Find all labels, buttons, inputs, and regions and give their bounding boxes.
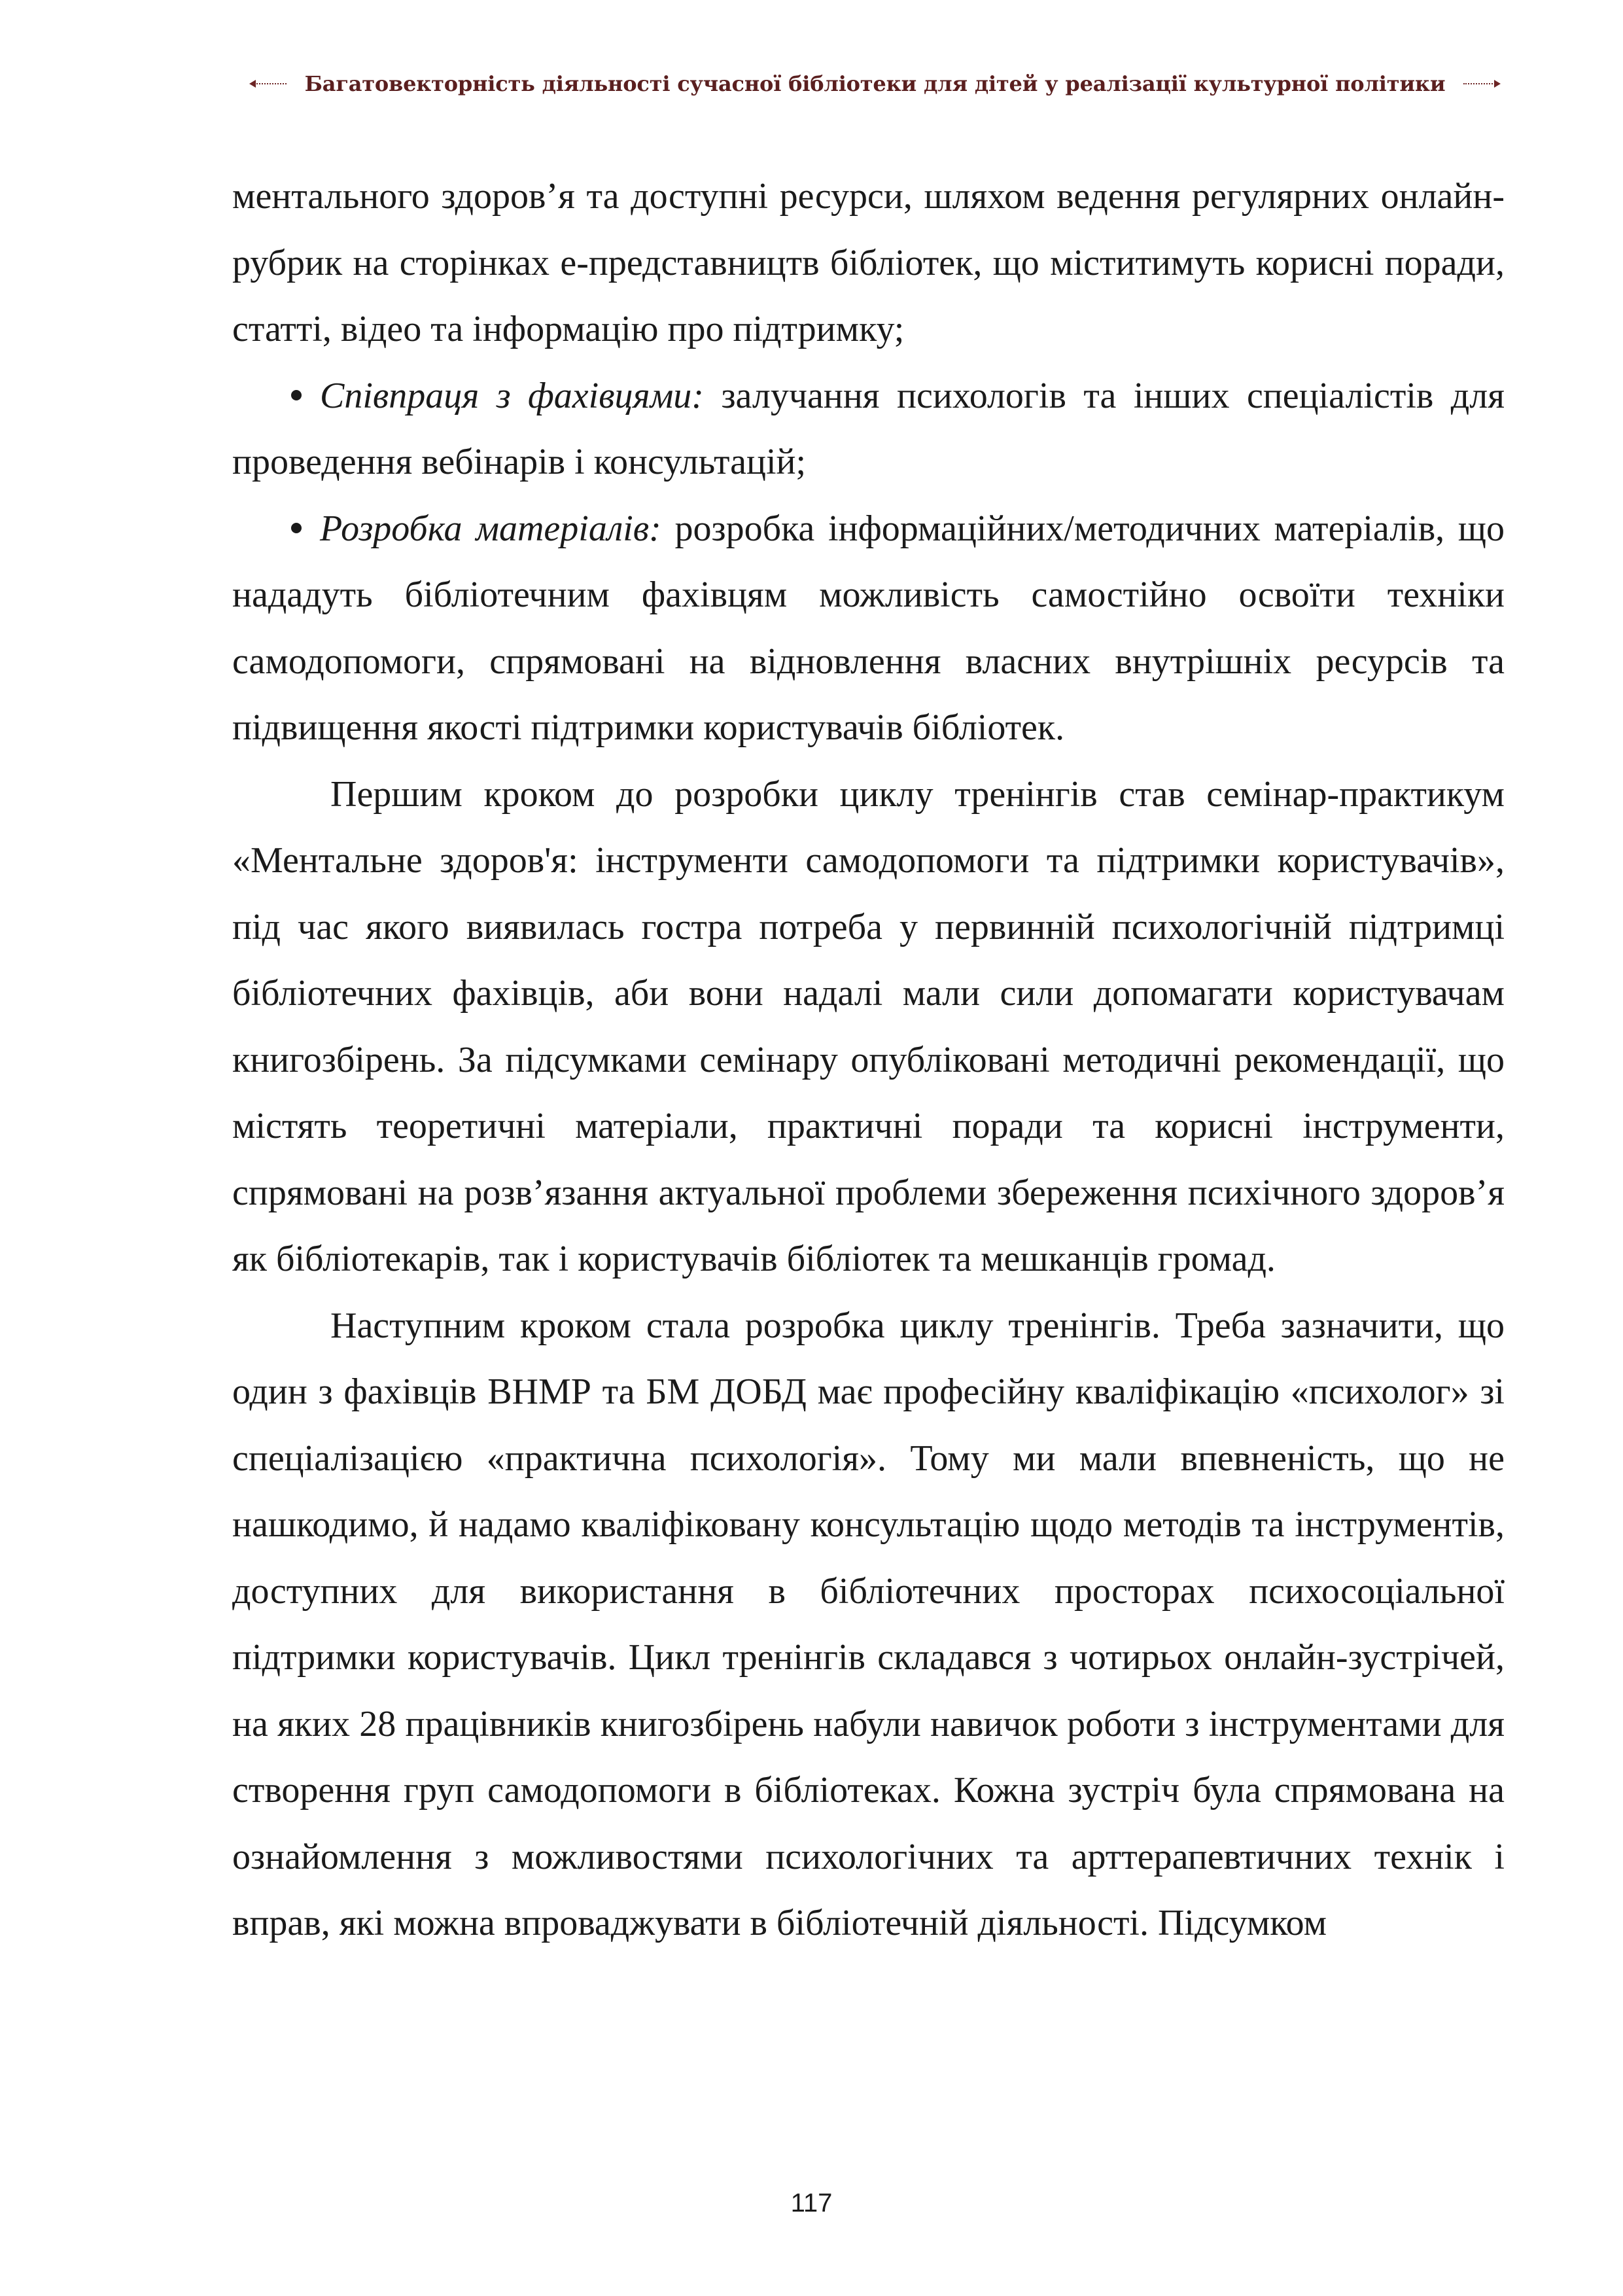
paragraph-seminar: Першим кроком до розробки циклу тренінгів став семінар-практикум «Ментальне здоров'я: інструменти самодопомоги та підтримки користувачів», під час якого виявилась гостра потреба у первинній психологічній підтримці бібліотечних фахівців, аби вони надалі мали сили допомагати користувачам книгозбірень. За підсумками семінару опубліковані методичні рекомендації, що містять теоретичні матеріали, практичні поради та корисні інструменти, спрямовані на розв’язання актуальної проблеми збереження психічного здоров’я як бібліотекарів, так і користувачів бібліотек та мешканців громад. — [232, 773, 1505, 1279]
bullet-dot-icon — [291, 390, 302, 400]
page-number: 117 — [790, 2189, 833, 2217]
bullet-text: залучання психологів та інших спеціалістів для проведення вебінарів і консультацій; — [232, 375, 1505, 482]
page-body — [232, 164, 1505, 1957]
header-right-arrow-rule — [1463, 83, 1498, 84]
intro-paragraph: ментального здоров’я та доступні ресурси, шляхом ведення регулярних онлайн-рубрик на сторінках е-представництв бібліотек, що міститимуть корисні поради, статті, відео та інформацію про підтримку; — [232, 176, 1505, 349]
bullet-text: розробка інформаційних/методичних матеріалів, що нададуть бібліотечним фахівцям можливість самостійно освоїти техніки самодопомоги, спрямовані на відновлення власних внутрішніх ресурсів та підвищення якості підтримки користувачів бібліотек. — [232, 508, 1505, 748]
bullet-dot-icon — [291, 523, 302, 533]
header-title: Багатовекторність діяльності сучасної бібліотеки для дітей у реалізації культурної політики — [304, 71, 1446, 96]
paragraph-trainings: Наступним кроком стала розробка циклу тренінгів. Треба зазначити, що один з фахівців ВНМР та БМ ДОБД має професійну кваліфікацію «психолог» зі спеціалізацією «практична психологія». Тому ми мали впевненість, що не нашкодимо, й надамо кваліфіковану консультацію щодо методів та інструментів, доступних для використання в бібліотечних просторах психосоціальної підтримки користувачів. Цикл тренінгів складався з чотирьох онлайн-зустрічей, на яких 28 працівників книгозбірень набули навичок роботи з інструментами для створення груп самодопомоги в бібліотеках. Кожна зустріч була спрямована на ознайомлення з можливостями психологічних та арттерапевтичних технік і вправ, які можна впроваджувати в бібліотечній діяльності. Підсумком — [232, 1305, 1505, 1943]
bullet-term: Розробка матеріалів: — [320, 508, 661, 549]
running-header — [252, 65, 1498, 102]
bullet-item-cooperation — [232, 363, 1505, 496]
header-left-arrow-rule — [252, 83, 287, 84]
bullet-term: Співпраця з фахівцями: — [320, 375, 704, 416]
bullet-item-materials — [232, 496, 1505, 762]
